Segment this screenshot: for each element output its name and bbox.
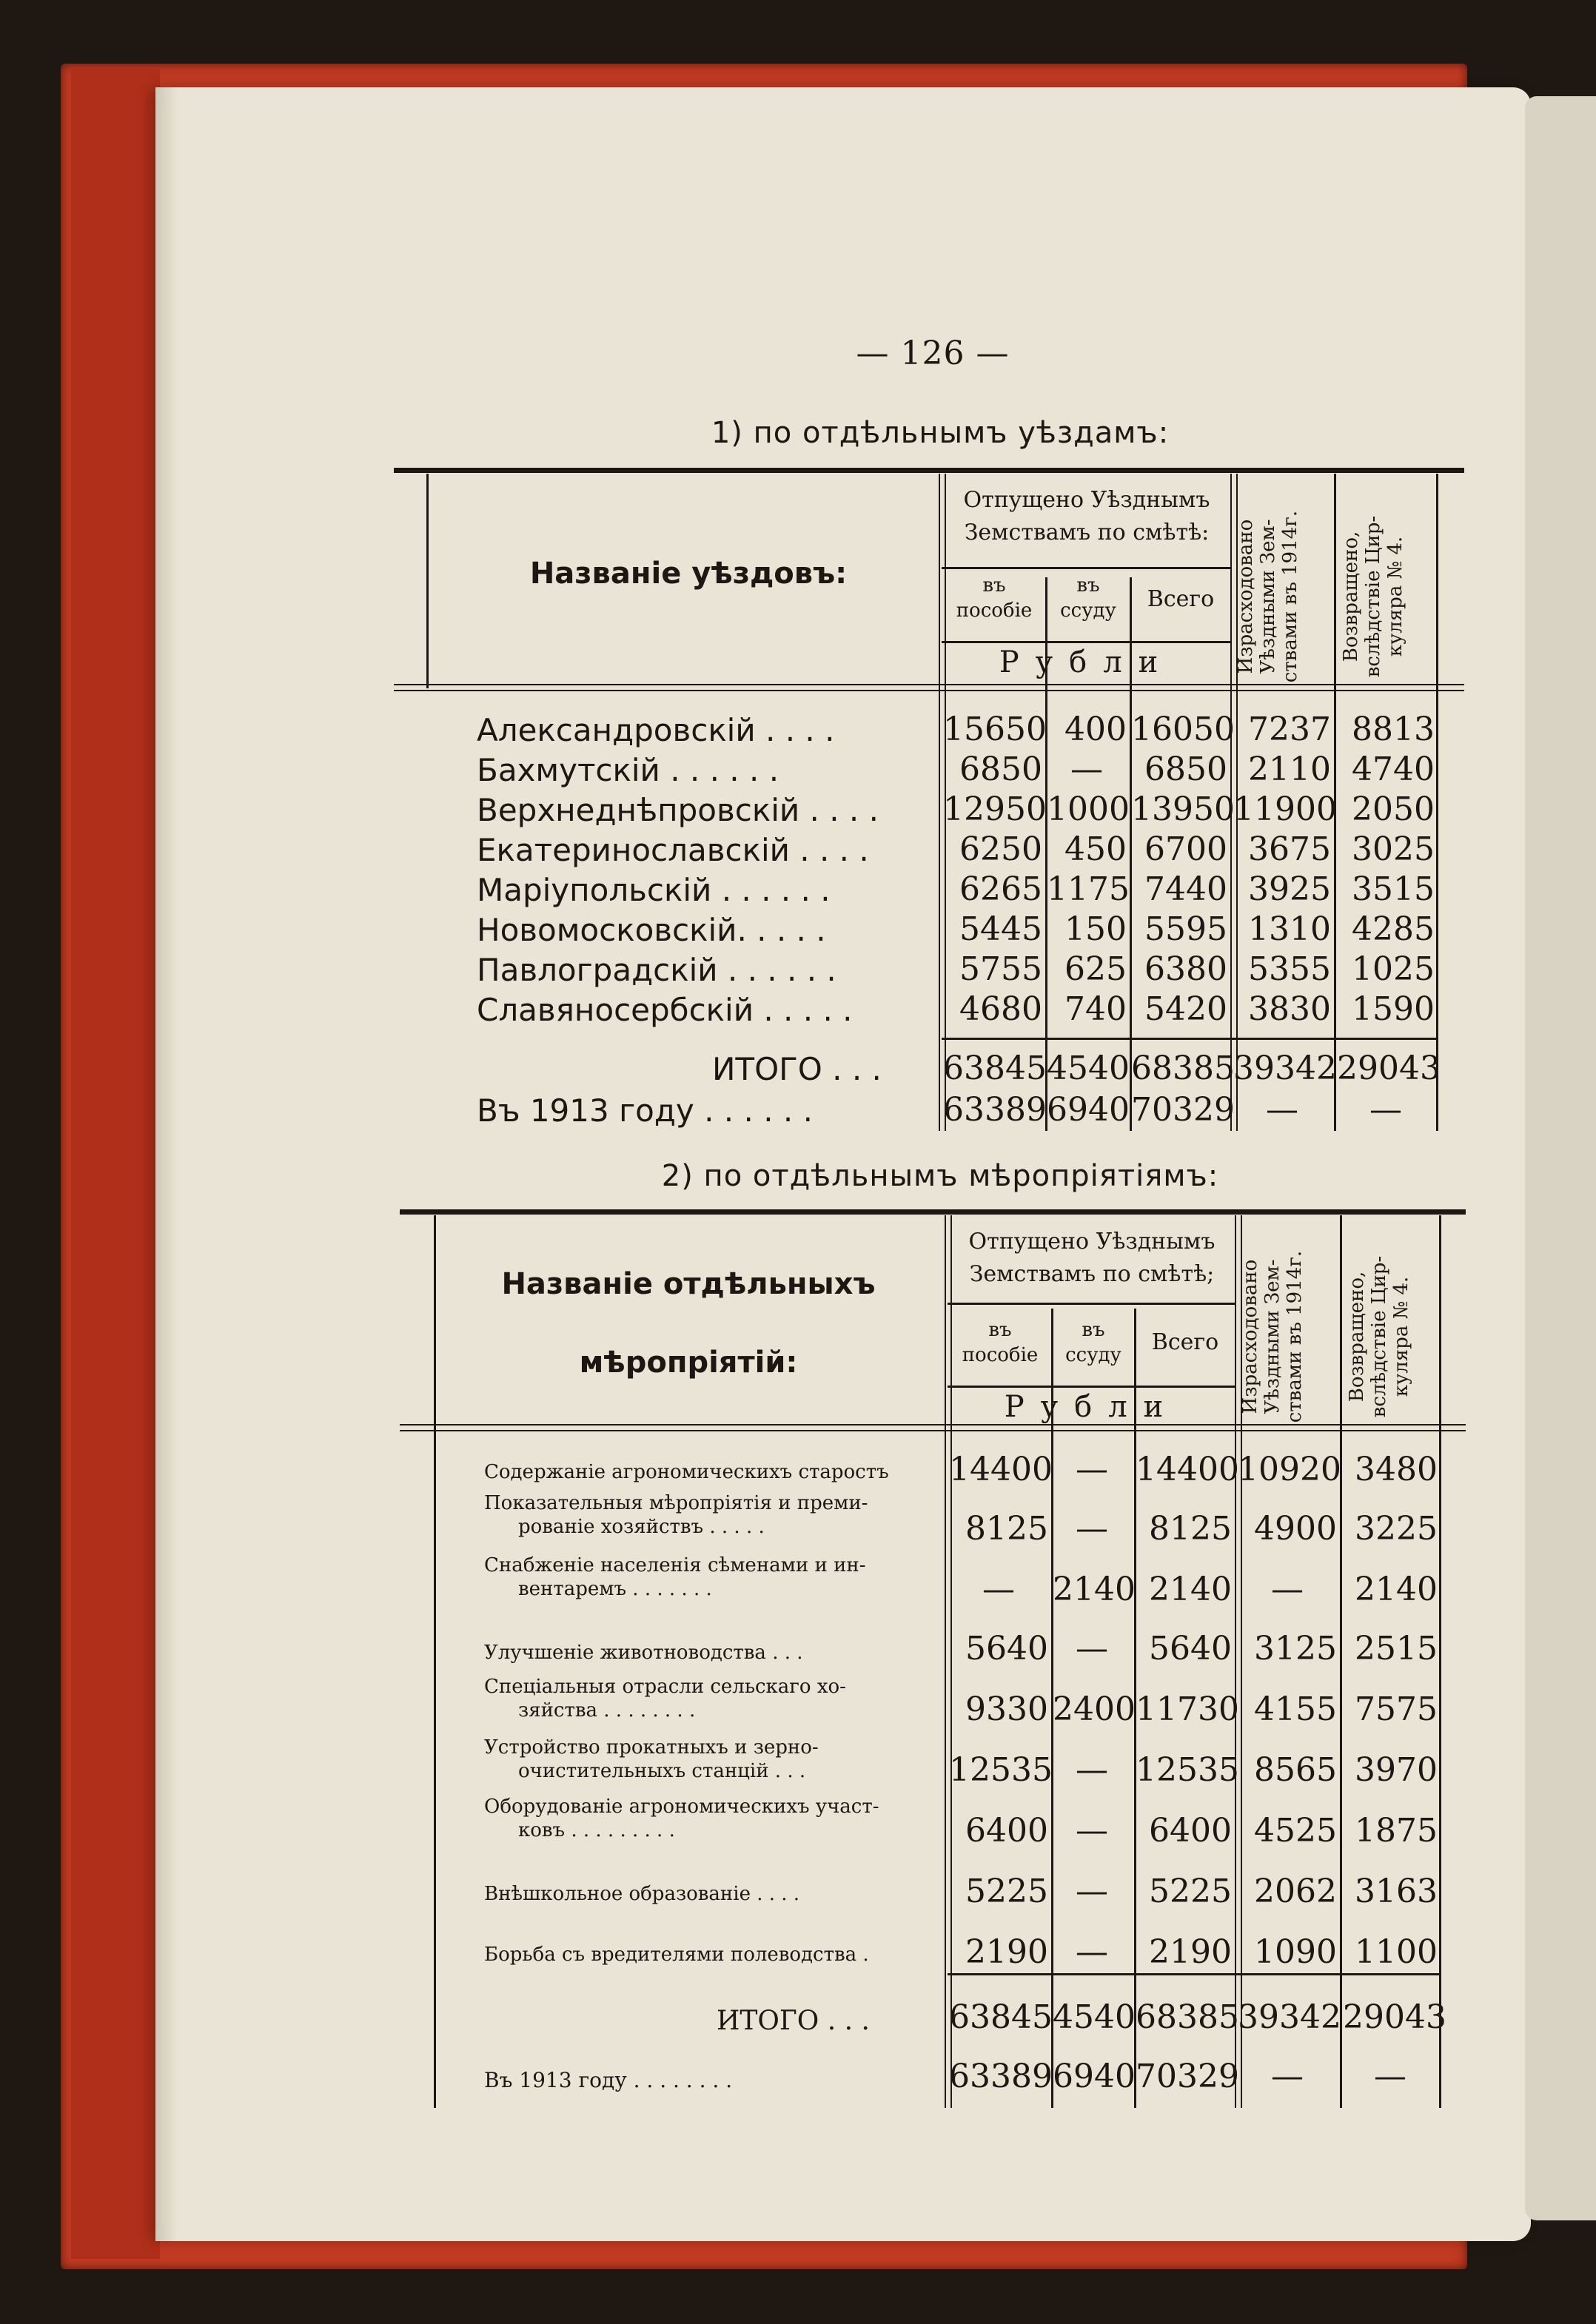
- s1-cell-spent: 5355: [1248, 950, 1331, 988]
- binding-edge: [71, 68, 160, 2259]
- s1-group-header-line1: Отпущено Уѣзднымъ: [963, 487, 1210, 513]
- s2-col-posobie-1: въ: [988, 1319, 1012, 1341]
- s2-cell-posobie: 9330: [965, 1690, 1048, 1728]
- s2-cell-returned: 3480: [1355, 1451, 1438, 1488]
- s2-cell-returned: 1875: [1355, 1812, 1438, 1850]
- s2-row-line2: вентаремъ . . . . . . .: [518, 1578, 712, 1600]
- s2-top-rule: [400, 1209, 1466, 1215]
- s1-cell-vsego: 16050: [1131, 711, 1235, 748]
- s1-col-posobie-1: въ: [982, 574, 1006, 597]
- s1-cell-posobie: 6850: [959, 750, 1042, 788]
- s2-row-line2: очистительныхъ станцій . . .: [518, 1760, 806, 1782]
- s2-cell-vsego: 8125: [1149, 1510, 1232, 1548]
- s2-cell-vsego: 2190: [1149, 1933, 1232, 1971]
- s2-row-line2: рованіе хозяйствъ . . . . .: [518, 1516, 765, 1538]
- s2-cell-vsego: 2140: [1149, 1571, 1232, 1608]
- s2-total-returned: 29043: [1343, 1998, 1446, 2036]
- s1-total-ssudu: 4540: [1047, 1050, 1130, 1087]
- s1-cell-spent: 3925: [1248, 870, 1331, 908]
- s1-cell-posobie: 5445: [959, 910, 1042, 948]
- s1-col-vsego: Всего: [1147, 586, 1215, 612]
- s1-row-name: Бахмутскій . . . . . .: [477, 752, 779, 788]
- s1-cell-ssudu: 1175: [1047, 870, 1130, 908]
- s2-cell-spent: 3125: [1254, 1630, 1337, 1668]
- s2-prev-label: Въ 1913 году . . . . . . . .: [484, 2068, 733, 2092]
- s2-col-ssudu-1: въ: [1082, 1319, 1105, 1341]
- s1-cell-ssudu: 625: [1064, 950, 1127, 988]
- s1-row-name: Александровскій . . . .: [477, 712, 835, 748]
- s2-cell-ssudu: —: [1076, 1751, 1108, 1789]
- s2-row-line1: Содержаніе агрономическихъ старостъ: [484, 1461, 889, 1483]
- s1-prev-ssudu: 6940: [1047, 1091, 1130, 1129]
- s2-row-line2: ковъ . . . . . . . . .: [518, 1819, 675, 1841]
- s1-cell-ssudu: 1000: [1047, 790, 1130, 828]
- s2-cell-posobie: 5640: [965, 1630, 1048, 1668]
- s2-cell-posobie: 2190: [965, 1933, 1048, 1971]
- s2-col-posobie-2: пособіе: [962, 1344, 1039, 1366]
- s1-cell-spent: 2110: [1248, 750, 1331, 788]
- s2-cell-returned: 2140: [1355, 1571, 1438, 1608]
- s1-cell-spent: 3830: [1248, 990, 1331, 1028]
- s1-cell-vsego: 5420: [1144, 990, 1227, 1028]
- s1-cell-posobie: 4680: [959, 990, 1042, 1028]
- s2-col-vsego: Всего: [1151, 1329, 1219, 1355]
- s1-cell-returned: 3515: [1352, 870, 1435, 908]
- s2-cell-vsego: 6400: [1149, 1812, 1232, 1850]
- next-page-edge: [1525, 96, 1596, 2220]
- s2-cell-posobie: 8125: [965, 1510, 1048, 1548]
- s2-col-ssudu-2: ссуду: [1065, 1344, 1121, 1366]
- s2-cell-vsego: 14400: [1136, 1451, 1239, 1488]
- s1-right-border: [1436, 474, 1438, 1131]
- s2-cell-vsego: 5225: [1149, 1873, 1232, 1910]
- s1-prev-vsego: 70329: [1131, 1091, 1235, 1129]
- s1-cell-ssudu: 740: [1064, 990, 1127, 1028]
- s2-cell-spent: 8565: [1254, 1751, 1337, 1789]
- section1-title: 1) по отдѣльнымъ уѣздамъ:: [711, 416, 1170, 450]
- page-number: — 126 —: [856, 335, 1010, 372]
- s2-row-line1: Снабженіе населенія сѣменами и ин-: [484, 1554, 866, 1576]
- s2-cell-ssudu: —: [1076, 1933, 1108, 1971]
- s2-cell-ssudu: —: [1076, 1873, 1108, 1910]
- s1-units-label: Рубли: [999, 645, 1175, 679]
- s1-cell-vsego: 7440: [1144, 870, 1227, 908]
- s1-top-rule: [394, 468, 1464, 473]
- s2-row-line1: Устройство прокатныхъ и зерно-: [484, 1736, 819, 1759]
- s2-cell-returned: 3970: [1355, 1751, 1438, 1789]
- s2-left-border: [434, 1215, 436, 2108]
- s2-name-col-header-2: мѣропріятій:: [579, 1346, 798, 1380]
- s2-row-line1: Борьба съ вредителями полеводства .: [484, 1944, 869, 1966]
- s2-cell-posobie: 14400: [949, 1451, 1053, 1488]
- s1-cell-ssudu: 450: [1064, 830, 1127, 868]
- s2-row-line1: Спеціальныя отрасли сельскаго хо-: [484, 1676, 846, 1698]
- s1-col-returned-header: Возвращено, вслѣдствіе Цир- куляра № 4.: [1340, 515, 1406, 678]
- s2-cell-ssudu: —: [1076, 1812, 1108, 1850]
- s2-total-rule: [948, 1973, 1439, 1975]
- s2-cell-ssudu: 2400: [1053, 1690, 1136, 1728]
- s1-total-vsego: 68385: [1131, 1050, 1235, 1087]
- s1-cell-vsego: 6380: [1144, 950, 1227, 988]
- s2-right-border: [1439, 1215, 1441, 2108]
- s2-total-label: ИТОГО . . .: [717, 2006, 870, 2036]
- s1-cell-spent: 11900: [1233, 790, 1337, 828]
- s2-total-posobie: 63845: [949, 1998, 1053, 2036]
- s2-cell-spent: 10920: [1238, 1451, 1341, 1488]
- s1-row-name: Верхнеднѣпровскій . . . .: [477, 792, 879, 828]
- s1-total-spent: 39342: [1233, 1050, 1337, 1087]
- s1-cell-returned: 4740: [1352, 750, 1435, 788]
- s2-group-header-line1: Отпущено Уѣзднымъ: [968, 1229, 1216, 1255]
- s1-cell-posobie: 12950: [943, 790, 1047, 828]
- s1-cell-spent: 1310: [1248, 910, 1331, 948]
- s1-row-name: Павлоградскій . . . . . .: [477, 952, 836, 988]
- s2-cell-spent: 2062: [1254, 1873, 1337, 1910]
- s1-cell-ssudu: 400: [1064, 711, 1127, 748]
- s2-cell-vsego: 5640: [1149, 1630, 1232, 1668]
- s2-row-line1: Показательныя мѣропріятія и преми-: [484, 1492, 868, 1514]
- s1-cell-returned: 1025: [1352, 950, 1435, 988]
- s2-units-rule: [948, 1386, 1235, 1388]
- s1-cell-ssudu: —: [1070, 750, 1103, 788]
- s1-col-posobie-2: пособіе: [956, 600, 1033, 622]
- s2-cell-ssudu: —: [1076, 1630, 1108, 1668]
- s1-cell-vsego: 5595: [1144, 910, 1227, 948]
- s2-units-label: Рубли: [1004, 1390, 1180, 1424]
- s2-cell-returned: 7575: [1355, 1690, 1438, 1728]
- s1-cell-returned: 8813: [1352, 711, 1435, 748]
- s2-cell-ssudu: —: [1076, 1510, 1108, 1548]
- s1-left-border: [426, 474, 429, 688]
- s1-col-spent-header: Израсходовано Уѣздными Зем- ствами въ 1914г.: [1235, 510, 1301, 683]
- s1-group-header-line2: Земствамъ по смѣтѣ:: [964, 520, 1210, 545]
- s2-group-rule: [948, 1303, 1235, 1305]
- s2-cell-returned: 1100: [1355, 1933, 1438, 1971]
- s1-cell-posobie: 6250: [959, 830, 1042, 868]
- s1-cell-posobie: 6265: [959, 870, 1042, 908]
- s2-prev-vsego: 70329: [1136, 2058, 1239, 2095]
- s1-cell-returned: 3025: [1352, 830, 1435, 868]
- s2-cell-posobie: 12535: [949, 1751, 1053, 1789]
- s2-prev-returned: —: [1374, 2058, 1406, 2095]
- s1-col-ssudu-1: въ: [1076, 574, 1100, 597]
- s1-cell-returned: 1590: [1352, 990, 1435, 1028]
- s1-cell-returned: 4285: [1352, 910, 1435, 948]
- s2-row-line1: Улучшеніе животноводства . . .: [484, 1642, 803, 1664]
- s2-cell-spent: —: [1271, 1571, 1304, 1608]
- s1-row-name: Новомосковскій. . . . .: [477, 912, 826, 948]
- s1-col-ssudu-2: ссуду: [1060, 600, 1116, 622]
- s2-prev-posobie: 63389: [949, 2058, 1053, 2095]
- s2-cell-posobie: 5225: [965, 1873, 1048, 1910]
- s1-total-posobie: 63845: [943, 1050, 1047, 1087]
- s1-total-returned: 29043: [1337, 1050, 1441, 1087]
- s1-cell-posobie: 5755: [959, 950, 1042, 988]
- s1-prev-posobie: 63389: [943, 1091, 1047, 1129]
- s2-col-returned-header: Возвращено, вслѣдствіе Цир- куляра № 4.: [1346, 1255, 1412, 1418]
- s2-cell-vsego: 12535: [1136, 1751, 1239, 1789]
- s2-cell-spent: 4525: [1254, 1812, 1337, 1850]
- s1-name-col-header: Названіе уѣздовъ:: [529, 557, 848, 591]
- s1-prev-label: Въ 1913 году . . . . . .: [477, 1092, 813, 1129]
- s2-name-col-header-1: Названіе отдѣльныхъ: [501, 1267, 876, 1301]
- s1-cell-spent: 7237: [1248, 711, 1331, 748]
- section2-title: 2) по отдѣльнымъ мѣропріятіямъ:: [661, 1159, 1219, 1193]
- s1-cell-ssudu: 150: [1064, 910, 1127, 948]
- s1-row-name: Екатеринославскій . . . .: [477, 832, 869, 868]
- s1-prev-returned: —: [1369, 1091, 1402, 1129]
- s1-row-name: Славяносербскій . . . . .: [477, 992, 853, 1028]
- s2-prev-ssudu: 6940: [1053, 2058, 1136, 2095]
- s2-cell-posobie: 6400: [965, 1812, 1048, 1850]
- s2-cell-ssudu: —: [1076, 1451, 1108, 1488]
- s1-cell-posobie: 15650: [943, 711, 1047, 748]
- s1-total-label: ИТОГО . . .: [712, 1051, 882, 1087]
- s2-row-line1: Внѣшкольное образованіе . . . .: [484, 1883, 800, 1905]
- s2-row-line2: зяйства . . . . . . . .: [518, 1699, 696, 1722]
- s2-cell-vsego: 11730: [1136, 1690, 1239, 1728]
- s2-cell-ssudu: 2140: [1053, 1571, 1136, 1608]
- s2-cell-posobie: —: [982, 1571, 1015, 1608]
- s2-cell-spent: 4155: [1254, 1690, 1337, 1728]
- s1-group-rule: [942, 567, 1230, 569]
- s1-units-rule: [942, 641, 1230, 643]
- s1-cell-returned: 2050: [1352, 790, 1435, 828]
- page-edges: [155, 87, 178, 2241]
- s2-col-spent-header: Израсходовано Уѣздными Зем- ствами въ 1914г.: [1239, 1250, 1306, 1423]
- s2-cell-returned: 3163: [1355, 1873, 1438, 1910]
- s2-cell-returned: 3225: [1355, 1510, 1438, 1548]
- s2-total-ssudu: 4540: [1053, 1998, 1136, 2036]
- s2-total-spent: 39342: [1238, 1998, 1341, 2036]
- s1-cell-vsego: 6700: [1144, 830, 1227, 868]
- s2-cell-spent: 1090: [1254, 1933, 1337, 1971]
- s2-cell-spent: 4900: [1254, 1510, 1337, 1548]
- s1-cell-spent: 3675: [1248, 830, 1331, 868]
- s1-cell-vsego: 13950: [1131, 790, 1235, 828]
- s1-cell-vsego: 6850: [1144, 750, 1227, 788]
- s2-total-vsego: 68385: [1136, 1998, 1239, 2036]
- s2-group-header-line2: Земствамъ по смѣтѣ;: [969, 1261, 1215, 1287]
- s1-row-name: Маріупольскій . . . . . .: [477, 872, 831, 908]
- s2-row-line1: Оборудованіе агрономическихъ участ-: [484, 1796, 879, 1818]
- s2-prev-spent: —: [1271, 2058, 1304, 2095]
- s2-cell-returned: 2515: [1355, 1630, 1438, 1668]
- s1-total-rule: [942, 1038, 1436, 1040]
- s1-prev-spent: —: [1266, 1091, 1298, 1129]
